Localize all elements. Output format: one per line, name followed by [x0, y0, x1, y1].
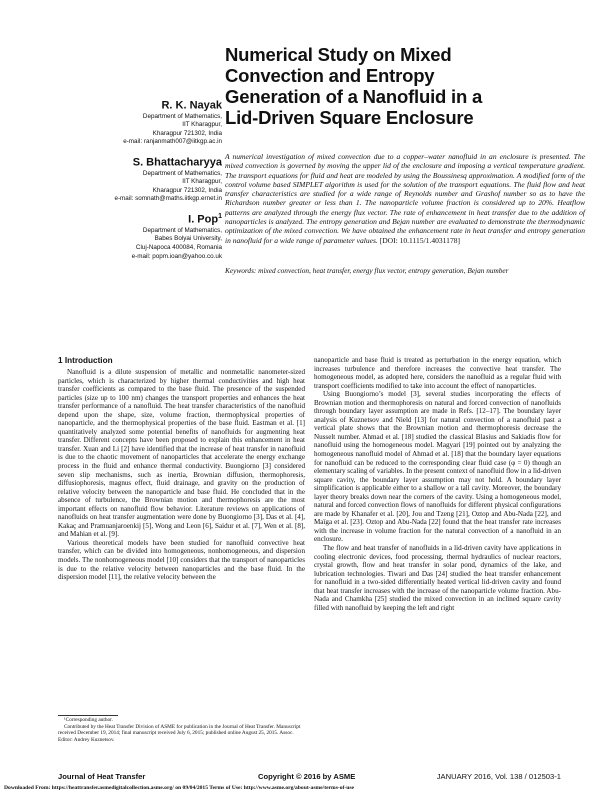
paragraph: Using Buongiorno’s model [3], several studies incorporating the effects of Brownian motion and thermophoresis on natural and forced convection of nanofluids through boundary layer assumption are made in Refs. [12–17]. The boundary layer analysis of Kuznetsov and Nield [13] for natural convection of a nanofluid past a vertical plate shows that the Brownian motion and thermophoresis decrease the Nusselt number. Ahmad et al. [18] studied the classical Blasius and Sakiadis flow for nanofluid using the homogeneous model. Magyari [19] pointed out by analyzing the homogeneous nanofluid model of Ahmad et al. [18] that the boundary layer equations for nanofluid can be reduced to the corresponding clear fluid case (φ = 0) though an elementary scaling of variables. In the present context of nanofluid flow in a lid-driven square cavity, the boundary layer assumption may not hold. A boundary layer simplification is applicable either to a shallow or a tall cavity. Moreover, the boundary layer theory breaks down near the corners of the cavity. Using a homogeneous model, natural and forced convection flows of nanofluids for different physical configurations are made by Khanafer et al. [20], Jou and Tzeng [21], Oztop and Abu-Nada [22], and Maïga et al. [23]. Oztop and Abu-Nada [22] found that the heat transfer rate increases with the increase in volume fraction for the natural convection of a nanofluid in an enclosure.: [314, 390, 561, 544]
title-line: Generation of a Nanofluid in a: [225, 86, 483, 107]
footnotes: [58, 717, 305, 743]
affiliation-line: Kharagpur 721302, India: [152, 129, 222, 137]
footnote-divider: [58, 715, 118, 716]
author-email[interactable]: e-mail: popm.ioan@yahoo.co.uk: [131, 252, 222, 260]
affiliation-line: Department of Mathematics,: [142, 112, 222, 120]
footnote: ¹Corresponding author.: [64, 717, 113, 723]
affiliation-line: Department of Mathematics,: [142, 169, 222, 177]
paragraph: nanoparticle and base fluid is treated as perturbation in the energy equation, which increases turbulence and therefore increases the convective heat transfer. The homogeneous model, as adopted here, considers the nanofluid as a regular fluid with transport coefficients modified to take into account the effect of nanoparticles.: [314, 356, 561, 390]
section-heading: 1 Introduction: [58, 356, 113, 365]
author-email[interactable]: e-mail: somnath@maths.iitkgp.ernet.in: [114, 195, 222, 203]
affiliation-line: Kharagpur 721302, India: [152, 186, 222, 194]
paragraph: Various theoretical models have been studied for nanofluid convective heat transfer, which can be divided into homogeneous, nonhomogeneous, and dispersion models. The nonhomogeneous model [10] considers that the transport of nanoparticles is due to the relative velocity between nanoparticles and the base fluid. In the dispersion model [11], the relative velocity between the: [58, 538, 305, 582]
affiliation-line: Babes Bolyai University,: [154, 235, 222, 243]
title-line: Convection and Entropy: [225, 65, 435, 86]
footnote: Contributed by the Heat Transfer Division of ASME for publication in the Journal of Heat Transfer. Manuscript received December 19, 2014; final manuscript received July 6, 2015; published online August 25, 2015. Assoc. Editor: Andrey Kuznetsov.: [58, 723, 301, 743]
paragraph: Nanofluid is a dilute suspension of metallic and nonmetallic nanometer-sized particles, which is characterized by higher thermal conductivities and high heat transfer coefficients as compared to the base fluid. The presence of the suspended particles (size up to 100 nm) changes the transport properties and enhances the heat transfer performance of a nanofluid. The heat transfer characteristics of the nanofluid depend upon the shape, size, volume fraction, thermophysical properties of nanoparticle, and the thermophysical properties of the base fluid. Eastman et al. [1] quantitatively analyzed some potential benefits of nanofluids for augmenting heat transfer. Different concepts have been proposed to explain this enhancement in heat transfer. Xuan and Li [2] have identified that the increase of heat transfer in nanofluid is due to the chaotic movement of nanoparticles that accelerate the energy exchange process in the fluid and enhance thermal conductivity. Buongiorno [3] considered seven slip mechanisms, such as inertia, Brownian diffusion, thermophoresis, diffusiophoresis, magnus effect, fluid drainage, and gravity on the production of relative velocity between the nanoparticle and base fluid. He concluded that in the absence of turbulence, the Brownian motion and thermophoresis are the most important effects on nanofluid flow behavior. Literature reviews on applications of nanofluids on heat transfer augmentation were done by Buongiorno [3], Das et al. [4], Kakaç and Pramuanjaroenkij [5], Wong and Leon [6], Saidur et al. [7], Wen et al. [8], and Mahian et al. [9].: [58, 368, 305, 539]
right-column: [314, 356, 561, 612]
paper-title: [225, 44, 585, 128]
author-name: I. Pop$^1$: [188, 213, 222, 226]
abstract-text: A numerical investigation of mixed convection due to a copper–water nanofluid in an enclosure is presented. The mixed convection is governed by moving the upper lid of the enclosure and imposing a vertical temperature gradient. The transport equations for fluid and heat are modeled by using the Boussinesq approximation. A modified form of the control volume based SIMPLET algorithm is used for the solution of the transport equations. The fluid flow and heat transfer characteristics are studied for a wide range of Reynolds number and Grashof number so as to have the Richardson number greater or less than 1. The nanoparticle volume fraction is considered up to 20%. Heatflow patterns are analyzed through the energy flux vector. The rate of enhancement in heat transfer due to the addition of nanoparticles is analyzed. The entropy generation and Bejan number are evaluated to demonstrate the thermodynamic optimization of the mixed convection. We have obtained the enhancement rate in heat transfer and entropy generation in nanofluid for a wide range of parameter values.: [225, 152, 585, 245]
author-name: R. K. Nayak: [161, 99, 222, 112]
affiliation-line: IIT Kharagpur,: [182, 178, 222, 186]
affiliation-line: IIT Kharagpur,: [182, 121, 222, 129]
journal-name: Journal of Heat Transfer: [58, 772, 146, 781]
author-email[interactable]: e-mail: ranjanmath007@iitkgp.ac.in: [123, 138, 222, 146]
affiliation-line: Cluj-Napoca 400084, Romania: [135, 243, 222, 251]
doi[interactable]: [DOI: 10.1115/1.4031178]: [379, 235, 460, 245]
author-block: [20, 153, 222, 204]
author-block: [20, 96, 222, 147]
paragraph: The flow and heat transfer of nanofluids in a lid-driven cavity have applications in cooling electronic devices, food processing, thermal hydraulics of nuclear reactors, crystal growth, flow and heat transfer in solar pond, dynamics of the lake, and lubrication technologies. Tiwari and Das [24] studied the heat transfer enhancement for nanofluid in a two-sided differentially heated vertical lid-driven cavity and found that heat transfer increases with the increase of the nanoparticle volume fraction. Abu-Nada and Chamkha [25] studied the mixed convection in an inclined square cavity filled with nanofluid by keeping the left and right: [314, 544, 561, 612]
left-column: [58, 368, 305, 582]
copyright: Copyright © 2016 by ASME: [258, 772, 356, 781]
author-block: [20, 210, 222, 261]
abstract: [225, 152, 585, 245]
author-list: [20, 96, 222, 267]
title-line: Numerical Study on Mixed: [225, 44, 452, 65]
issue-info: JANUARY 2016, Vol. 138 / 012503-1: [436, 772, 561, 781]
running-footer: [58, 772, 561, 782]
title-line: Lid-Driven Square Enclosure: [225, 107, 474, 128]
download-notice[interactable]: Downloaded From: https://heattransfer.asmedigitalcollection.asme.org/ on 09/04/2015 Terms of Use: http://www.asme.org/about-asme/terms-of-use: [4, 785, 355, 791]
keywords: Keywords: mixed convection, heat transfer, energy flux vector, entropy generation, Bejan number: [225, 266, 509, 275]
author-name: S. Bhattacharyya: [132, 156, 222, 169]
affiliation-line: Department of Mathematics,: [142, 226, 222, 234]
